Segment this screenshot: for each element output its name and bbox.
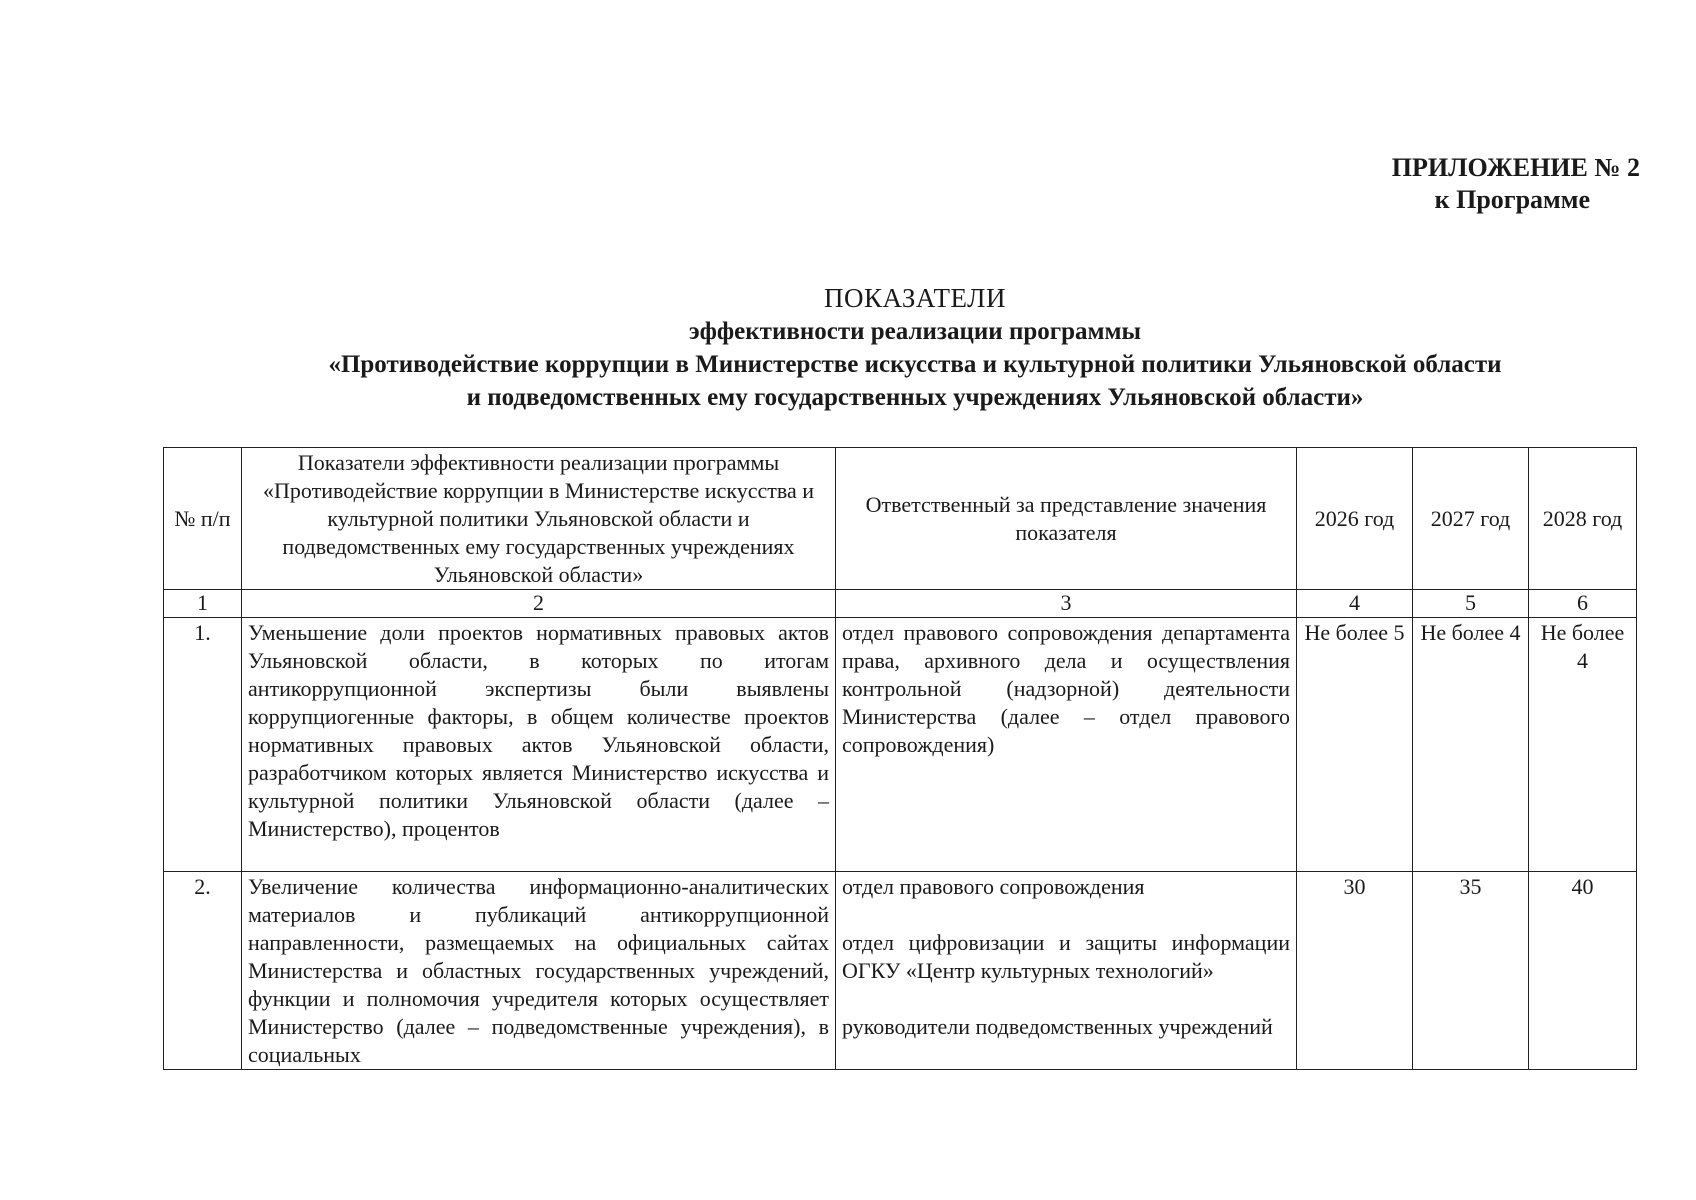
- header-indicator: Показатели эффективности реализации программы «Противодействие коррупции в Министерстве искусства и культурной политики Ульяновской области и подведомственных ему государственных учреждениях Ульяновской области»: [242, 448, 836, 590]
- column-number: 5: [1413, 590, 1529, 618]
- row-number: 1.: [164, 618, 242, 872]
- row-number: 2.: [164, 872, 242, 1070]
- spacer: [842, 985, 1290, 1013]
- table-row: [164, 618, 1637, 872]
- responsible-text: отдел правового сопровождения: [842, 874, 1145, 899]
- column-number-row: [164, 590, 1637, 618]
- appendix-label: [1328, 152, 1648, 216]
- column-number: 4: [1297, 590, 1413, 618]
- responsible-cell: [836, 872, 1297, 1070]
- table-header-row: [164, 448, 1637, 590]
- responsible-text: отдел правового сопровождения департамента права, архивного дела и осуществления контрольной (надзорной) деятельности Министерства (далее – отдел правового сопровождения): [836, 618, 1297, 872]
- value-2028: 40: [1529, 872, 1637, 1070]
- responsible-text: отдел цифровизации и защиты информации ОГКУ «Центр культурных технологий»: [842, 930, 1290, 983]
- column-number: 1: [164, 590, 242, 618]
- document-heading: [180, 282, 1650, 414]
- value-2026: Не более 5: [1297, 618, 1413, 872]
- column-number: 2: [242, 590, 836, 618]
- value-2026: 30: [1297, 872, 1413, 1070]
- header-2027: 2027 год: [1413, 448, 1529, 590]
- header-num: № п/п: [164, 448, 242, 590]
- indicator-text: Увеличение количества информационно-аналитических материалов и публикаций антикоррупционной направленности, размещаемых на официальных сайтах Министерства и областных государственных учреждений, функции и полномочия учредителя которых осуществляет Министерство (далее – подведомственные учреждения), в социальных: [242, 872, 836, 1070]
- column-number: 6: [1529, 590, 1637, 618]
- appendix-number: ПРИЛОЖЕНИЕ № 2: [1391, 153, 1640, 182]
- table-row: [164, 872, 1637, 1070]
- indicator-text: Уменьшение доли проектов нормативных правовых актов Ульяновской области, в которых по итогам антикоррупционной экспертизы были выявлены коррупциогенные факторы, в общем количестве проектов нормативных правовых актов Ульяновской области, разработчиком которых является Министерство искусства и культурной политики Ульяновской области (далее – Министерство), процентов: [242, 618, 836, 872]
- indicators-table: [163, 447, 1637, 1070]
- program-name-line1: «Противодействие коррупции в Министерстве искусства и культурной политики Ульяновской области: [328, 351, 1502, 378]
- header-2028: 2028 год: [1529, 448, 1637, 590]
- document-subtitle: эффективности реализации программы: [688, 318, 1142, 345]
- value-2027: 35: [1413, 872, 1529, 1070]
- spacer: [842, 901, 1290, 929]
- header-2026: 2026 год: [1297, 448, 1413, 590]
- header-responsible: Ответственный за представление значения показателя: [836, 448, 1297, 590]
- responsible-text: руководители подведомственных учреждений: [842, 1014, 1273, 1039]
- column-number: 3: [836, 590, 1297, 618]
- value-2027: Не более 4: [1413, 618, 1529, 872]
- document-title: ПОКАЗАТЕЛИ: [824, 283, 1006, 313]
- appendix-reference: к Программе: [1434, 185, 1590, 214]
- value-2028: Не более 4: [1529, 618, 1637, 872]
- program-name-line2: и подведомственных ему государственных учреждениях Ульяновской области»: [466, 384, 1364, 411]
